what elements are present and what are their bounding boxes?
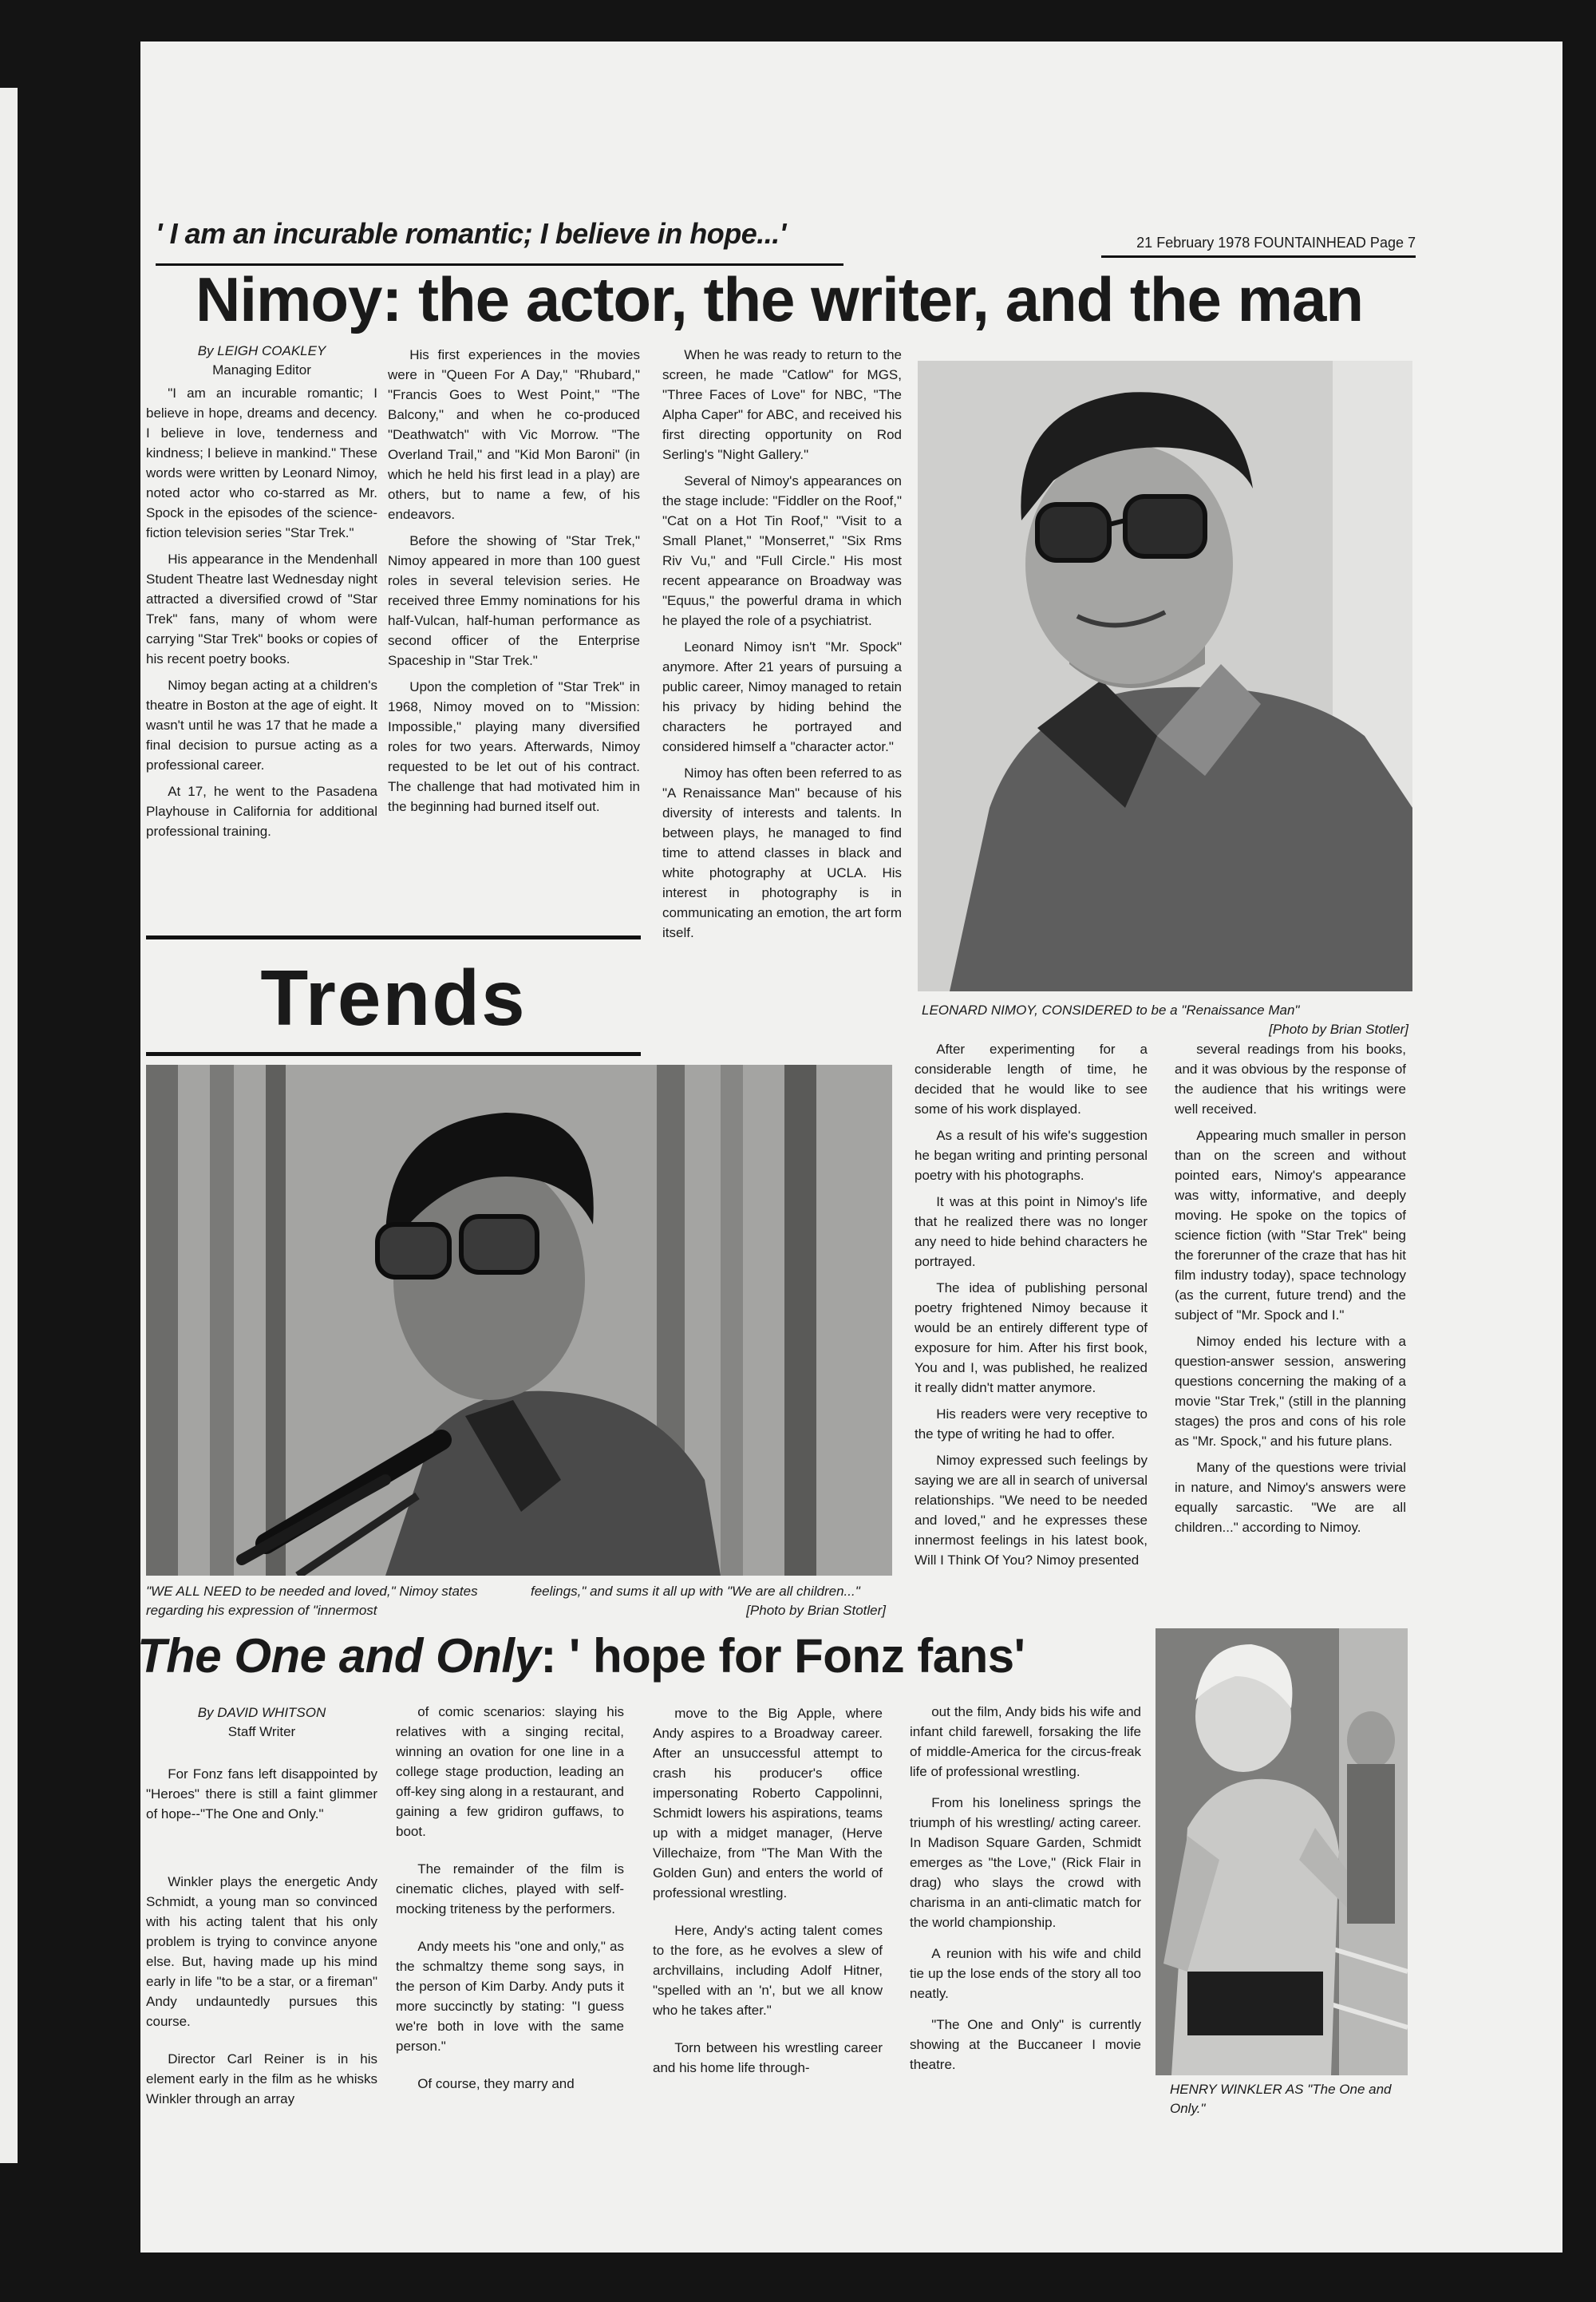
paragraph: As a result of his wife's suggestion he began writing and printing personal poetry with his photographs. xyxy=(915,1128,1148,1183)
story2-headline-rest: : ' hope for Fonz fans' xyxy=(540,1629,1025,1683)
story2-column-1 xyxy=(146,1703,377,2115)
paragraph: Leonard Nimoy isn't "Mr. Spock" anymore. After 21 years of pursuing a public career, Nimoy managed to retain his privacy by hiding behind the characters he portrayed and considered himself a "character actor." xyxy=(662,639,902,754)
paragraph: From his loneliness springs the triumph of his wrestling/ acting career. In Madison Square Garden, Schmidt emerges as "the Love," (Rick Flair in drag) who slays the crowd with charisma in an anti-climatic match for the world championship. xyxy=(910,1795,1141,1930)
photo-henry-winkler-image xyxy=(1156,1628,1408,2075)
story2-headline xyxy=(137,1628,1143,1683)
paragraph: After experimenting for a considerable length of time, he decided that he would like to see some of his work displayed. xyxy=(915,1042,1148,1117)
paragraph: of comic scenarios: slaying his relatives with a singing recital, winning an ovation for one line in a college stage production, leading an off-key sing along in a restaurant, and gaining a few gridiron guffaws, to boot. xyxy=(396,1704,624,1839)
photo2-caption-left: "WE ALL NEED to be needed and loved," Nimoy states regarding his expression of "innermost xyxy=(146,1584,478,1618)
story1-byline: By LEIGH COAKLEY xyxy=(197,343,326,358)
paragraph: Director Carl Reiner is in his element early in the film as he whisks Winkler through an array xyxy=(146,2051,377,2106)
paragraph: The idea of publishing personal poetry frightened Nimoy because it would be an entirely different type of exposure for him. After his first book, You and I, was published, he realized it really didn't matter anymore. xyxy=(915,1280,1148,1395)
story2-col1-text xyxy=(146,1764,377,2109)
paragraph: His appearance in the Mendenhall Student Theatre last Wednesday night attracted a diversified crowd of "Star Trek" fans, many of whom were carrying "Star Trek" books or copies of his recent poetry books. xyxy=(146,552,377,666)
photo1-caption: LEONARD NIMOY, CONSIDERED to be a "Renaissance Man" xyxy=(922,1003,1300,1018)
photo-nimoy-microphone-image xyxy=(146,1065,892,1576)
photo2-credit: [Photo by Brian Stotler] xyxy=(746,1603,886,1618)
photo1-credit: [Photo by Brian Stotler] xyxy=(1269,1022,1408,1037)
adjacent-page-edge xyxy=(0,88,18,2163)
paragraph: several readings from his books, and it was obvious by the response of the audience that his writings were well received. xyxy=(1175,1042,1406,1117)
paragraph: Andy meets his "one and only," as the schmaltzy theme song says, in the person of Kim Darby. Andy puts it more succinctly by stating: "I guess we're both in love with the same person." xyxy=(396,1939,624,2054)
story1-column-2 xyxy=(388,345,640,823)
paragraph: It was at this point in Nimoy's life that he realized there was no longer any need to hide behind characters he portrayed. xyxy=(915,1194,1148,1269)
paragraph: Nimoy ended his lecture with a question-answer session, answering questions concerning the making of a movie "Star Trek," (still in the planning stages) the pros and cons of his role as "Mr. Spock," and his future plans. xyxy=(1175,1334,1406,1449)
photo3-caption: HENRY WINKLER AS "The One and Only." xyxy=(1170,2082,1392,2116)
story2-role: Staff Writer xyxy=(227,1724,296,1739)
section-title-trends: Trends xyxy=(260,954,527,1042)
paragraph: The remainder of the film is cinematic cliches, played with self-mocking triteness by the performers. xyxy=(396,1861,624,1916)
paragraph: Upon the completion of "Star Trek" in 1968, Nimoy moved on to "Mission: Impossible," playing many diversified roles for two years. Afterwards, Nimoy requested to be let out of his contract. The challenge that had motivated him in the beginning had burned itself out. xyxy=(388,679,640,814)
story2-headline-title: The One and Only xyxy=(137,1629,541,1683)
story2-column-2 xyxy=(396,1702,624,2100)
story1-column-5 xyxy=(1175,1039,1406,1544)
paragraph: For Fonz fans left disappointed by "Heroes" there is still a faint glimmer of hope--"The One and Only." xyxy=(146,1766,377,1821)
paragraph: Appearing much smaller in person than on the screen and without pointed ears, Nimoy's appearance was witty, informative, and deeply moving. He spoke on the topics of science fiction (with "Star Trek" being the forerunner of the craze that has hit film industry today), space technology (as the current, future trend) and the subject of "Mr. Spock and I." xyxy=(1175,1128,1406,1323)
paragraph: His first experiences in the movies were in "Queen For A Day," "Rhubard," "Francis Goes to West Point," "The Balcony," and when he co-produced "Deathwatch" with Vic Morrow. "The Overland Trail," and "Kid Mon Baroni" (in which he held his first lead in a play) are others, but to name a few, of his endeavors. xyxy=(388,347,640,522)
story1-column-1 xyxy=(146,342,377,848)
trends-bottom-rule xyxy=(146,1052,641,1056)
story1-col1-text xyxy=(146,383,377,841)
paragraph: Winkler plays the energetic Andy Schmidt, a young man so convinced with his acting talent that his only problem is trying to convince anyone else. But, having made up his mind early in life "to be a star, or a fireman" Andy undauntedly pursues this course. xyxy=(146,1874,377,2029)
page-kicker: ' I am an incurable romantic; I believe in hope...' xyxy=(156,217,786,250)
story2-column-4 xyxy=(910,1702,1141,2081)
story1-column-4 xyxy=(915,1039,1148,1576)
photo-nimoy-microphone xyxy=(146,1065,892,1576)
photo-henry-winkler xyxy=(1156,1628,1408,2075)
paragraph: Nimoy has often been referred to as "A Renaissance Man" because of his diversity of interests and talents. In between plays, he managed to find time to attend classes in black and white photography at UCLA. His interest in photography is in communicating an emotion, the art form itself. xyxy=(662,765,902,940)
paragraph: A reunion with his wife and child tie up the lose ends of the story all too neatly. xyxy=(910,1946,1141,2001)
paragraph: Before the showing of "Star Trek," Nimoy appeared in more than 100 guest roles in several television series. He received three Emmy nominations for his half-Vulcan, half-human performance as second officer of the Enterprise Spaceship in "Star Trek." xyxy=(388,533,640,668)
paragraph: Several of Nimoy's appearances on the stage include: "Fiddler on the Roof," "Cat on a Hot Tin Roof," "Visit to a Small Planet," "Monserret," "Six Rms Riv Vu," and "Full Circle." His most recent appearance on Broadway was "Equus," the powerful drama in which he played the role of a psychiatrist. xyxy=(662,473,902,628)
trends-top-rule xyxy=(146,935,641,939)
dateline-rule xyxy=(1101,255,1416,258)
story2-byline: By DAVID WHITSON xyxy=(197,1705,326,1720)
photo-nimoy-portrait xyxy=(918,361,1412,991)
paragraph: "The One and Only" is currently showing at the Buccaneer I movie theatre. xyxy=(910,2017,1141,2072)
photo-nimoy-portrait-image xyxy=(918,361,1412,991)
story1-column-3 xyxy=(662,345,902,949)
paragraph: Nimoy expressed such feelings by saying we are all in search of universal relationships. "We need to be needed and loved," and he expresses these innermost feelings in his latest book, Will I Think Of You? Nimoy presented xyxy=(915,1453,1148,1568)
paragraph: Nimoy began acting at a children's theatre in Boston at the age of eight. It wasn't until he was 17 that he made a final decision to pursue acting as a professional career. xyxy=(146,678,377,773)
photo2-caption-right: feelings," and sums it all up with "We are all children..." xyxy=(531,1584,860,1599)
paragraph: At 17, he went to the Pasadena Playhouse in California for additional professional training. xyxy=(146,784,377,839)
paragraph: When he was ready to return to the screen, he made "Catlow" for MGS, "Three Faces of Love" for NBC, "The Alpha Caper" for ABC, and received his first directing opportunity on Rod Serling's "Night Gallery." xyxy=(662,347,902,462)
paragraph: His readers were very receptive to the type of writing he had to offer. xyxy=(915,1406,1148,1442)
story2-column-3 xyxy=(653,1703,883,2084)
paragraph: Many of the questions were trivial in nature, and Nimoy's answers were equally sarcastic. "We are all children..." according to Nimoy. xyxy=(1175,1460,1406,1535)
paragraph: Here, Andy's acting talent comes to the fore, as he evolves a slew of archvillains, including Adolf Hitner, "spelled with an 'n', but we all know who he takes after." xyxy=(653,1923,883,2018)
paragraph: Torn between his wrestling career and his home life through- xyxy=(653,2040,883,2075)
story1-headline: Nimoy: the actor, the writer, and the man xyxy=(196,264,1363,334)
paragraph: move to the Big Apple, where Andy aspires to a Broadway career. After an unsuccessful attempt to crash his producer's office impersonating Roberto Cappolinni, Schmidt lowers his aspirations, teams up with a midget manager, (Herve Villechaize, from "The Man With the Golden Gun) and enters the world of professional wrestling. xyxy=(653,1706,883,1901)
paragraph: out the film, Andy bids his wife and infant child farewell, forsaking the life of middle-America for the circus-freak life of professional wrestling. xyxy=(910,1704,1141,1779)
story1-role: Managing Editor xyxy=(212,362,311,378)
page-dateline: 21 February 1978 FOUNTAINHEAD Page 7 xyxy=(1136,235,1416,251)
paragraph: Of course, they marry and xyxy=(417,2076,575,2091)
paragraph: "I am an incurable romantic; I believe in hope, dreams and decency. I believe in love, tenderness and kindness; I believe in mankind." These words were written by Leonard Nimoy, noted actor who co-starred as Mr. Spock in the episodes of the science-fiction television series "Star Trek." xyxy=(146,386,377,540)
